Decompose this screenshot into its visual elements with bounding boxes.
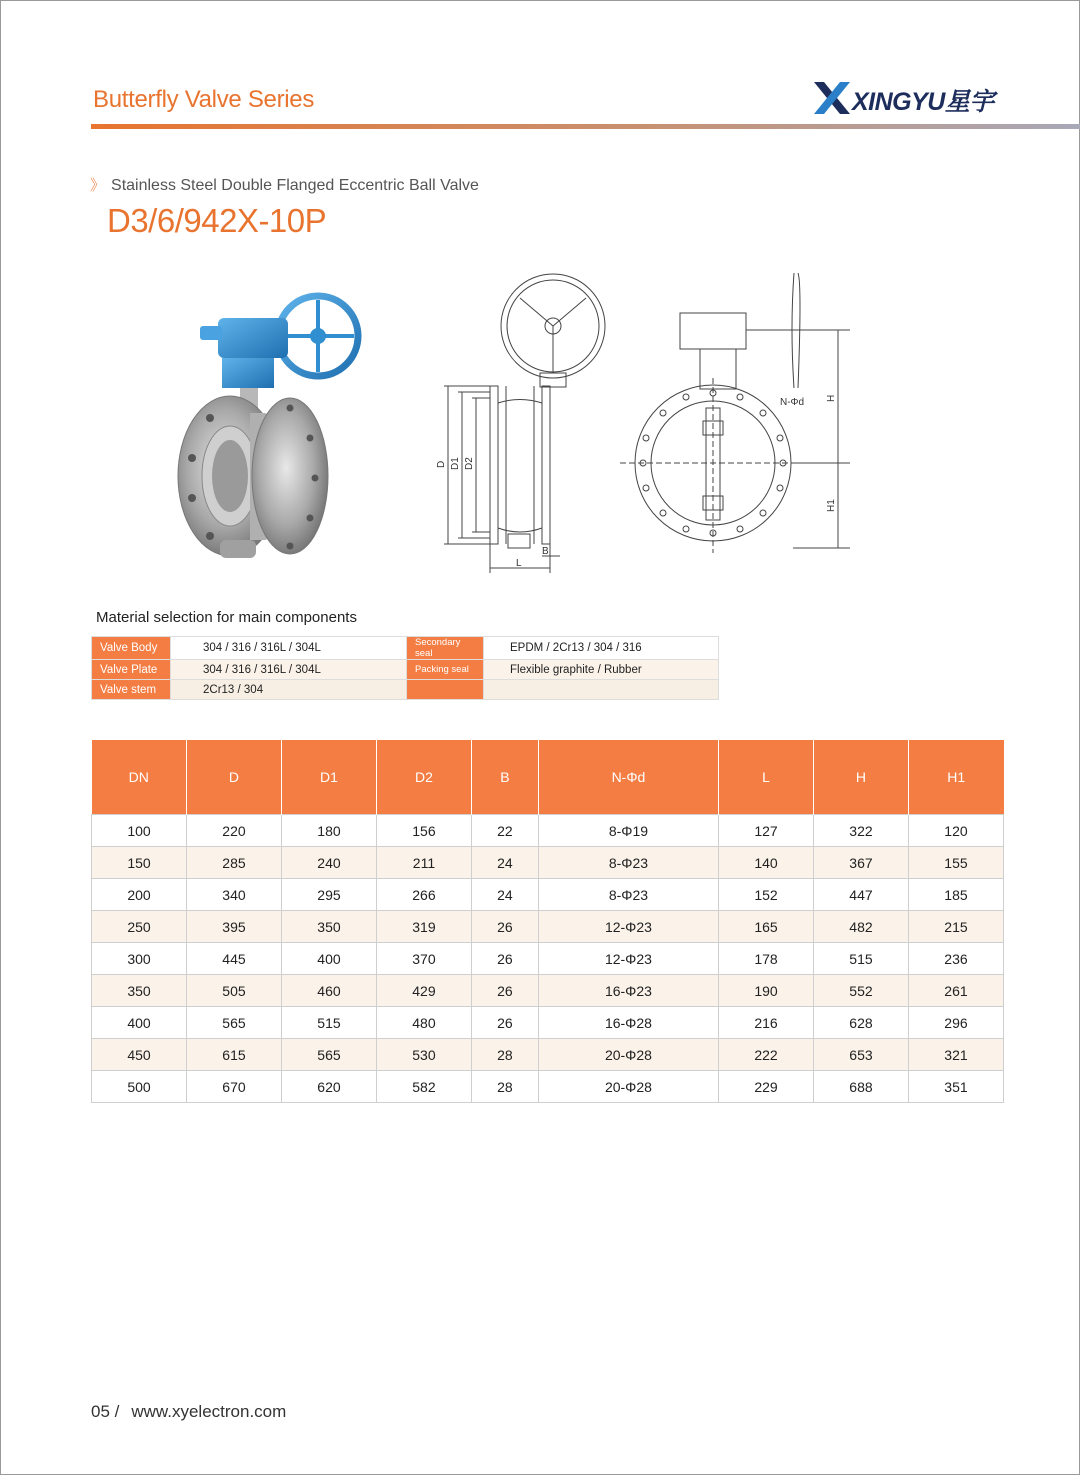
product-subtitle-text: Stainless Steel Double Flanged Eccentric Ball Valve <box>111 177 479 194</box>
spec-header: D2 <box>376 740 471 815</box>
table-cell: 322 <box>813 815 908 847</box>
page-number: 05 / <box>91 1402 120 1421</box>
table-cell: 400 <box>92 1007 187 1039</box>
table-cell: 505 <box>186 975 281 1007</box>
table-cell: 12-Φ23 <box>538 911 718 943</box>
spec-header: H1 <box>908 740 1003 815</box>
spec-header-row <box>92 740 1004 815</box>
spec-header: N-Φd <box>538 740 718 815</box>
label-L: L <box>516 558 522 569</box>
table-cell: 26 <box>471 911 538 943</box>
table-cell: 26 <box>471 1007 538 1039</box>
material-label: Valve Plate <box>92 660 171 680</box>
table-cell: 236 <box>908 943 1003 975</box>
label-D: D <box>436 460 447 468</box>
table-cell: 120 <box>908 815 1003 847</box>
table-cell: 156 <box>376 815 471 847</box>
table-cell: 127 <box>719 815 814 847</box>
materials-row <box>92 680 719 700</box>
label-D1: D1 <box>450 457 461 470</box>
table-cell: 367 <box>813 847 908 879</box>
label-H: H <box>826 394 837 402</box>
table-cell: 215 <box>908 911 1003 943</box>
table-cell: 266 <box>376 879 471 911</box>
table-row <box>92 943 1004 975</box>
table-cell: 250 <box>92 911 187 943</box>
table-cell: 261 <box>908 975 1003 1007</box>
table-cell: 500 <box>92 1071 187 1103</box>
table-cell: 515 <box>281 1007 376 1039</box>
table-row <box>92 1007 1004 1039</box>
table-cell: 582 <box>376 1071 471 1103</box>
table-cell: 552 <box>813 975 908 1007</box>
table-cell: 615 <box>186 1039 281 1071</box>
table-cell: 565 <box>281 1039 376 1071</box>
table-cell: 447 <box>813 879 908 911</box>
spec-header: DN <box>92 740 187 815</box>
table-cell: 565 <box>186 1007 281 1039</box>
table-cell: 240 <box>281 847 376 879</box>
spec-table <box>91 740 1004 1103</box>
table-row <box>92 1039 1004 1071</box>
table-cell: 351 <box>908 1071 1003 1103</box>
materials-table <box>91 636 719 700</box>
table-cell: 350 <box>281 911 376 943</box>
table-cell: 185 <box>908 879 1003 911</box>
table-cell: 400 <box>281 943 376 975</box>
table-cell: 620 <box>281 1071 376 1103</box>
table-row <box>92 879 1004 911</box>
product-model: D3/6/942X-10P <box>107 202 327 239</box>
spec-header: H <box>813 740 908 815</box>
table-cell: 285 <box>186 847 281 879</box>
table-cell: 482 <box>813 911 908 943</box>
table-cell: 295 <box>281 879 376 911</box>
table-row <box>92 911 1004 943</box>
material-label: Secondary seal <box>407 637 484 660</box>
table-cell: 220 <box>186 815 281 847</box>
table-cell: 16-Φ23 <box>538 975 718 1007</box>
technical-drawing <box>420 268 860 578</box>
table-cell: 653 <box>813 1039 908 1071</box>
series-title: Butterfly Valve Series <box>93 86 315 113</box>
material-value: Flexible graphite / Rubber <box>484 660 719 680</box>
table-cell: 16-Φ28 <box>538 1007 718 1039</box>
table-cell: 211 <box>376 847 471 879</box>
material-label: Packing seal <box>407 660 484 680</box>
table-cell: 8-Φ19 <box>538 815 718 847</box>
table-cell: 340 <box>186 879 281 911</box>
table-cell: 100 <box>92 815 187 847</box>
table-cell: 165 <box>719 911 814 943</box>
chevron-right-icon: 》 <box>90 177 106 194</box>
brand-chinese: 星宇 <box>944 88 994 116</box>
table-cell: 321 <box>908 1039 1003 1071</box>
spec-header: L <box>719 740 814 815</box>
table-cell: 28 <box>471 1039 538 1071</box>
table-cell: 8-Φ23 <box>538 879 718 911</box>
table-cell: 12-Φ23 <box>538 943 718 975</box>
label-N-phi-d: N-Φd <box>780 397 805 408</box>
brand-name: XINGYU <box>852 88 945 116</box>
table-row <box>92 1071 1004 1103</box>
table-cell: 180 <box>281 815 376 847</box>
table-cell: 26 <box>471 975 538 1007</box>
valve-photo <box>170 278 370 568</box>
material-value: EPDM / 2Cr13 / 304 / 316 <box>484 637 719 660</box>
table-cell: 20-Φ28 <box>538 1071 718 1103</box>
table-row <box>92 847 1004 879</box>
table-cell: 190 <box>719 975 814 1007</box>
label-H1: H1 <box>826 499 837 512</box>
materials-row <box>92 660 719 680</box>
table-cell: 300 <box>92 943 187 975</box>
material-label: Valve Body <box>92 637 171 660</box>
label-B: B <box>542 546 549 557</box>
table-cell: 480 <box>376 1007 471 1039</box>
table-cell: 216 <box>719 1007 814 1039</box>
table-cell: 24 <box>471 879 538 911</box>
table-cell: 628 <box>813 1007 908 1039</box>
materials-heading: Material selection for main components <box>96 609 357 626</box>
table-cell: 26 <box>471 943 538 975</box>
table-cell: 222 <box>719 1039 814 1071</box>
table-cell: 20-Φ28 <box>538 1039 718 1071</box>
table-cell: 296 <box>908 1007 1003 1039</box>
spec-header: D <box>186 740 281 815</box>
material-value: 304 / 316 / 316L / 304L <box>171 637 407 660</box>
table-cell: 395 <box>186 911 281 943</box>
table-cell: 22 <box>471 815 538 847</box>
table-cell: 515 <box>813 943 908 975</box>
table-cell: 24 <box>471 847 538 879</box>
table-cell: 150 <box>92 847 187 879</box>
table-cell: 229 <box>719 1071 814 1103</box>
table-cell: 460 <box>281 975 376 1007</box>
table-cell: 450 <box>92 1039 187 1071</box>
brand-logo <box>812 78 1012 118</box>
table-cell: 140 <box>719 847 814 879</box>
table-cell: 152 <box>719 879 814 911</box>
spec-header: D1 <box>281 740 376 815</box>
table-cell: 370 <box>376 943 471 975</box>
material-label: Valve stem <box>92 680 171 700</box>
brand-x-icon <box>812 78 852 118</box>
table-cell: 155 <box>908 847 1003 879</box>
table-row <box>92 815 1004 847</box>
product-subtitle <box>90 174 479 195</box>
table-cell: 200 <box>92 879 187 911</box>
table-cell: 688 <box>813 1071 908 1103</box>
table-cell: 670 <box>186 1071 281 1103</box>
table-cell: 178 <box>719 943 814 975</box>
material-label <box>407 680 484 700</box>
materials-row <box>92 637 719 660</box>
label-D2: D2 <box>464 457 475 470</box>
header-rule <box>91 124 1080 129</box>
material-value: 304 / 316 / 316L / 304L <box>171 660 407 680</box>
table-cell: 350 <box>92 975 187 1007</box>
table-cell: 429 <box>376 975 471 1007</box>
table-cell: 28 <box>471 1071 538 1103</box>
spec-body <box>92 815 1004 1103</box>
footer <box>91 1402 286 1422</box>
spec-header: B <box>471 740 538 815</box>
table-cell: 8-Φ23 <box>538 847 718 879</box>
table-cell: 445 <box>186 943 281 975</box>
table-cell: 530 <box>376 1039 471 1071</box>
footer-url: www.xyelectron.com <box>131 1402 287 1421</box>
material-value: 2Cr13 / 304 <box>171 680 407 700</box>
table-cell: 319 <box>376 911 471 943</box>
material-value <box>484 680 719 700</box>
table-row <box>92 975 1004 1007</box>
